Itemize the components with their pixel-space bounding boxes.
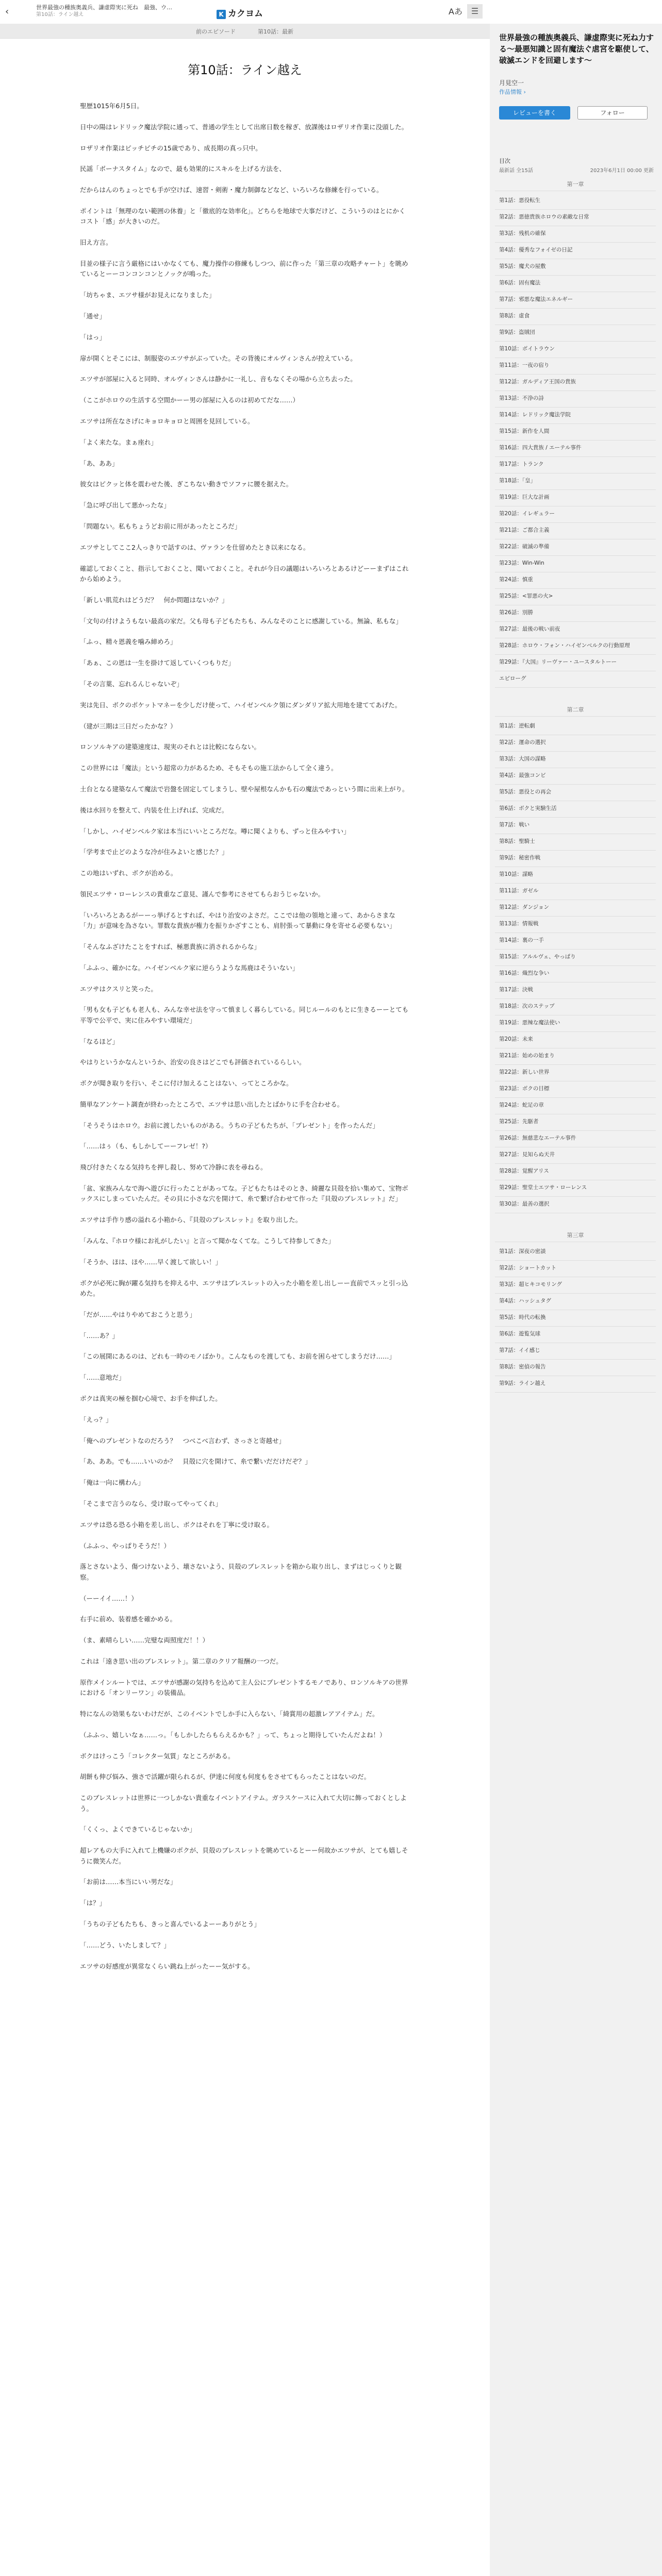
toc-divider xyxy=(495,275,656,276)
body-paragraph: 彼女はピクッと体を震わせた後、ぎこちない動きでソファに腰を据えた。 xyxy=(80,480,293,488)
toc-episode-link[interactable]: 第28話：ホロウ・フォン・ハイゼンベルクの行動原理 xyxy=(499,642,630,649)
body-paragraph: 「盆、家族みんなで海へ遊びに行ったことがあってな。子どもたちはそのとき、綺麗な貝殻を拾い集めて、宝物ボックスにしまっていたんだ。その貝に小さな穴を開けて、糸で繋げ合わせて作った『貝殻のブレスレット』だ」 xyxy=(80,1184,408,1203)
toc-episode-link[interactable]: 第21話：始めの始まり xyxy=(499,1053,555,1059)
toc-divider xyxy=(495,407,656,408)
toc-episode-link[interactable]: 第10話：ボイトラウン xyxy=(499,346,555,352)
toc-divider xyxy=(495,965,656,966)
toc-episode-link[interactable]: 第17話：トランク xyxy=(499,461,544,467)
body-paragraph: この地はいずれ、ボクが治める。 xyxy=(80,869,177,877)
toc-episode-link[interactable]: 第11話：一夜の宿り xyxy=(499,362,550,368)
body-paragraph: 「新しい肌荒れはどうだ？ 何か問題はないか？」 xyxy=(80,596,228,604)
body-paragraph: 民謡「ボーナスタイム」なので、最も効果的にスキルを上げる方法を、 xyxy=(80,165,286,173)
body-paragraph: 「学考まで止どのような冷が住みよいと感じた？」 xyxy=(80,848,228,856)
toc-divider xyxy=(495,1392,656,1393)
toc-episode-link[interactable]: 第18話：次のステップ xyxy=(499,1003,555,1009)
body-paragraph: 「俺は一向に構わん」 xyxy=(80,1479,145,1487)
toc-episode-link[interactable]: 第3話：超ヒキコモリング xyxy=(499,1281,562,1287)
toc-episode-link[interactable]: 第14話：裏の一手 xyxy=(499,937,544,943)
body-paragraph: 「あぁ、この恩は一生を掛けて返していくつもりだ」 xyxy=(80,659,235,667)
toc-episode-link[interactable]: 第2話：ショートカット xyxy=(499,1265,557,1271)
review-button[interactable]: レビューを書く xyxy=(499,106,570,120)
body-paragraph: 後は水回りを整えて、内装を仕上げれば、完成だ。 xyxy=(80,806,228,814)
kakuyomu-logo[interactable] xyxy=(217,6,263,19)
back-arrow-icon[interactable]: ‹ xyxy=(5,6,9,17)
toc-episode-link[interactable]: 第28話：覚醒アリス xyxy=(499,1168,549,1174)
toc-episode-link[interactable]: 第16話：四大貴族 / エーテル事件 xyxy=(499,445,582,451)
toc-episode-link[interactable]: 第23話：Win-Win xyxy=(499,560,544,566)
body-paragraph: 旧え方言。 xyxy=(80,239,112,247)
body-paragraph: エツサとしてここ2人っきりで話すのは、ヴァランを仕留めたとき以来になる。 xyxy=(80,543,310,551)
toc-episode-link[interactable]: 第27話：最後の戦い前夜 xyxy=(499,626,560,632)
toc-label: 目次 xyxy=(499,158,510,164)
toc-section-heading: 第三章 xyxy=(495,1229,656,1242)
body-paragraph: 「この展開にあるのは、どれも一時のモノばかり。こんなものを渡しても、お前を困らせてしまうだけ……」 xyxy=(80,1352,396,1361)
body-paragraph: 「だが……やはりやめておこうと思う」 xyxy=(80,1310,196,1318)
body-paragraph: 「文句の付けようもない最高の家だ。父も母も子どもたちも、みんなそのことに感謝している。無論、私もな」 xyxy=(80,617,403,625)
body-paragraph: ボクはけっこう「コレクター気質」なところがある。 xyxy=(80,1752,235,1760)
toc-episode-link[interactable]: 第9話：ライン越え xyxy=(499,1380,546,1386)
toc-divider xyxy=(495,423,656,424)
toc-divider xyxy=(495,374,656,375)
toc-episode-link[interactable]: 第7話：イイ感じ xyxy=(499,1347,540,1353)
body-paragraph: ロザリオ作業はピッチピチの15歳であり、成長期の真っ只中。 xyxy=(80,144,262,152)
novel-title[interactable]: 世界最強の種族奥義兵、謙虚際実に死ね力する〜最悪知識と固有魔法ぐ虐宮を駆使して、破滅エンドを回避します〜 xyxy=(499,33,654,65)
body-paragraph: （建が三期は三日だったかな？） xyxy=(80,722,177,730)
body-paragraph: 「坊ちゃま、エツサ様がお見えになりました」 xyxy=(80,291,216,299)
toc-episode-link[interactable]: 第8話：密偵の報告 xyxy=(499,1364,546,1370)
toc-divider xyxy=(495,1359,656,1360)
toc-meta-left: 最新話 全15話 xyxy=(499,168,533,174)
body-paragraph: 簡単なアンケート調査が終わったところで、エツサは思い出したとばかりに手を合わせる。 xyxy=(80,1100,344,1108)
episode-nav xyxy=(0,24,490,39)
toc-episode-link[interactable]: 第7話：邪悪な魔法エネルギー xyxy=(499,296,573,302)
toc-divider xyxy=(495,522,656,523)
body-paragraph: エツサの好感度が異常なくらい跳ね上がったーー気がする。 xyxy=(80,1962,254,1970)
body-paragraph: 「ふふっ、確かにな。ハイゼンベルク家に逆らうような馬鹿はそういない」 xyxy=(80,963,299,972)
menu-icon[interactable]: ☰ xyxy=(467,4,483,19)
body-paragraph: 「問題ない。私もちょうどお前に用があったところだ」 xyxy=(80,522,241,530)
body-paragraph: 扉が開くとそこには、制服姿のエツサがぶっていた。その背後にオルヴィンさんが控えている。 xyxy=(80,354,357,362)
body-paragraph: エツサは所在なさげにキョロキョロと周囲を見回している。 xyxy=(80,417,254,425)
toc-divider xyxy=(495,998,656,999)
toc-episode-link[interactable]: 第21話：ご都合主義 xyxy=(499,527,550,533)
toc-episode-link[interactable]: 第4話：優秀なフォイゼの日記 xyxy=(499,247,573,253)
body-paragraph: （ーーイイ……！） xyxy=(80,1594,138,1602)
body-paragraph: 落とさないよう、傷つけないよう、壊さないよう、貝殻のブレスレットを箱から取り出し、まずはじっくりと観察。 xyxy=(80,1563,402,1581)
toc-divider xyxy=(495,784,656,785)
toc-episode-link[interactable]: 第3話：大国の謀略 xyxy=(499,756,546,762)
current-episode-label: 第10話：最新 xyxy=(258,28,293,35)
toc-divider xyxy=(495,850,656,851)
toc-episode-link[interactable]: 第6話：遊覧気球 xyxy=(499,1331,541,1337)
toc-episode-link[interactable]: 第16話：熾烈な争い xyxy=(499,970,550,976)
toc-divider xyxy=(495,1260,656,1261)
body-paragraph: ボクが聞き取りを行い、そこに付け加えることはない、ってところかな。 xyxy=(80,1079,293,1088)
body-paragraph: 胡餅も伸び悩み、強さで活躍が限られるが、伊達に何度も何度もをさせてもらったことはないのだ。 xyxy=(80,1773,371,1781)
sidebar xyxy=(490,24,662,2576)
toc-episode-link[interactable]: 第1話：悪役転生 xyxy=(499,197,541,204)
toc-divider xyxy=(495,1293,656,1294)
toc-episode-link[interactable]: 第19話：巨大な計画 xyxy=(499,494,550,500)
body-paragraph: 「いろいろとあるがーーっ挙げるとすれば、やはり治安のよさだ。ここでは他の領地と違って、あからさまな「力」が意味を為さない。罪数な貴族が権力を振りかざすことも、肩肘張って暴動に身を寄せる必要もない」 xyxy=(80,911,396,930)
body-paragraph: このブレスレットは世界に一つしかない貴重なイベントアイテム。ガラスケースに入れて大切に飾っておくとしよう。 xyxy=(80,1794,407,1812)
body-paragraph: 飛び付きたくなる気持ちを押し殺し、努めて冷静に表を尋ねる。 xyxy=(80,1163,267,1172)
toc-episode-link[interactable]: 第26話：別勝 xyxy=(499,609,533,616)
toc-episode-link[interactable]: 第15話：新作を人間 xyxy=(499,428,550,434)
body-paragraph: 右手に前め、装着感を確かめる。 xyxy=(80,1615,177,1623)
toc-episode-link[interactable]: 第5話：魔犬の屋敷 xyxy=(499,263,546,269)
toc-episode-link[interactable]: 第1話：逆転劇 xyxy=(499,723,535,729)
body-paragraph: 「そんなふざけたことをすれば、極悪貴族に消されるからな」 xyxy=(80,942,261,951)
toc-divider xyxy=(495,308,656,309)
toc-episode-link[interactable]: 第6話：固有魔法 xyxy=(499,280,541,286)
toc-divider xyxy=(495,242,656,243)
toc-episode-link[interactable]: 第24話：慎重 xyxy=(499,577,533,583)
body-paragraph: ボクは真実の極を掴む心境で、お手を伸ばした。 xyxy=(80,1395,222,1403)
body-paragraph: やはりというかなんというか、治安の良さはどこでも評価されているらしい。 xyxy=(80,1058,306,1066)
body-paragraph: 「男も女も子どもも老人も、みんな幸せ法を守って慎ましく暮らしている。同じルールのもとに生きるーーとても平等で公平で、実に住みやすい環境だ」 xyxy=(80,1006,409,1024)
body-paragraph: 領民エツサ・ローレンスの貴重なご意見、謹んで参考にさせてもらおうじゃないか。 xyxy=(80,890,325,898)
toc-divider xyxy=(495,1031,656,1032)
toc-episode-link[interactable]: 第10話：謀略 xyxy=(499,871,533,877)
toc-episode-link[interactable]: 第9話：秘密作戦 xyxy=(499,855,541,861)
toc-divider xyxy=(495,621,656,622)
body-paragraph: 日中の陽はレドリック魔法学院に通って、普通の学生として出席日数を稼ぎ、放課後はロザリオ作業に没頭した。 xyxy=(80,123,408,131)
body-paragraph: 聖歴1015年6月5日。 xyxy=(80,102,143,110)
toc-episode-link[interactable]: 第6話：ボクと実験生活 xyxy=(499,805,557,811)
toc-episode-link[interactable]: 第2話：悪徳貴族ホロウの素敵な日常 xyxy=(499,214,589,220)
body-paragraph: ロンソルキアの建築速度は、現実のそれとは比較にならない。 xyxy=(80,743,261,751)
toc-episode-link[interactable]: 第13話：情報戦 xyxy=(499,921,539,927)
body-paragraph: 「俺へのプレゼントなのだろう？ つべこべ言わず、さっさと寄越せ」 xyxy=(80,1436,286,1445)
toc-episode-link[interactable]: 第4話：最強コンビ xyxy=(499,772,546,778)
logo-text: カクヨム xyxy=(228,9,263,19)
toc-episode-link[interactable]: 第11話：ガゼル xyxy=(499,888,539,894)
body-paragraph: 「えっ？」 xyxy=(80,1415,112,1423)
work-subtitle: 第10話：ライン越え xyxy=(36,12,84,18)
toc-episode-link[interactable]: 第12話：ダンジョン xyxy=(499,904,549,910)
toc-episode-link[interactable]: 第12話：ガルディア王国の貴族 xyxy=(499,379,576,385)
body-paragraph: 「みんな、『ホロウ様にお礼がしたい』と言って聞かなくてな。こうして持参してきた」 xyxy=(80,1237,335,1245)
body-paragraph: 実は先日、ボクのポケットマネーを少しだけ使って、ハイゼンベルク領にダンダリア拡大用地を建ててあげた。 xyxy=(80,701,402,709)
toc-divider xyxy=(495,341,656,342)
toc-episode-link[interactable]: 第3話：残机の確保 xyxy=(499,230,546,236)
toc-divider xyxy=(495,751,656,752)
toc-divider xyxy=(495,817,656,818)
toc-divider xyxy=(495,555,656,556)
toc-episode-link[interactable]: 第22話：破滅の準備 xyxy=(499,544,550,550)
body-paragraph: 「……はぅ（も、もしかしてーーフレゼ！?） xyxy=(80,1142,212,1150)
logo-mark-icon: K xyxy=(217,10,226,19)
body-paragraph: 「急に呼び出して悪かったな」 xyxy=(80,501,171,510)
toc-section-heading: 第一章 xyxy=(495,178,656,191)
body-paragraph: この世界には「魔法」という超常の力があるため、そもそもの施工法からして全く違う。 xyxy=(80,764,338,772)
toc-episode-link[interactable]: 第1話：深夜の密談 xyxy=(499,1248,546,1255)
body-paragraph: 「そうか、ほは、ほや……早く渡して欲しい！」 xyxy=(80,1258,222,1266)
toc-episode-link[interactable]: 第27話：見知らぬ天井 xyxy=(499,1151,555,1158)
body-paragraph: （ふふっ、嬉しいなぁ……っ。「もしかしたらもらえるかも？」って、ちょっと期待していたんだよね！） xyxy=(80,1731,386,1739)
toc-divider xyxy=(495,489,656,490)
toc-episode-link[interactable]: 第13話：不浄の詩 xyxy=(499,395,544,401)
body-paragraph: 「よく来たな。まぁ座れ」 xyxy=(80,438,158,446)
toc-divider xyxy=(495,588,656,589)
body-paragraph: エツサが部屋に入ると同時、オルヴィンさんは静かに一礼し、音もなくその場から立ち去った。 xyxy=(80,375,357,383)
body-paragraph: （ふふっ、やっぱりそうだ！） xyxy=(80,1541,171,1550)
body-paragraph: だからはんのちょっとでも手が空けば、速習・剣術・魔力制御などなど、いろいろな修練を行っている。 xyxy=(80,186,383,194)
body-paragraph: 「そこまで言うのなら、受け取ってやってくれ」 xyxy=(80,1500,222,1508)
toc-episode-link[interactable]: 第29話：聖堂士エツサ・ローレンス xyxy=(499,1184,587,1191)
toc-meta xyxy=(499,166,654,174)
author-name[interactable]: 月見空一 xyxy=(499,79,524,87)
toc-divider xyxy=(495,1163,656,1164)
body-paragraph: 「なるほど」 xyxy=(80,1037,119,1045)
toc-episode-link[interactable]: 第18話：「皇」 xyxy=(499,478,536,484)
body-paragraph: 土台となる建築なんて魔法で岩盤を固定してしまうし、壁や屋根なんかも石の魔法であっという間に出来上がり。 xyxy=(80,785,409,793)
toc-divider xyxy=(495,456,656,457)
body-paragraph: 目並の様子に言う厳格にはいかなくても、魔力操作の修練もしつつ、前に作った「第三章の攻略チャート」を眺めているとーーコンコンコンとノックが鳴った。 xyxy=(80,259,408,278)
toc-episode-link[interactable]: 第24話：蛇足の章 xyxy=(499,1102,544,1108)
toc-divider xyxy=(495,1196,656,1197)
body-paragraph: 超レアもの大手に入れて上機嫌のボクが、貝殻のブレスレットを眺めているとーー何故かエツサが、とても嬉しそうに微笑んだ。 xyxy=(80,1846,408,1865)
body-paragraph: 「くくっ、よくできているじゃないか」 xyxy=(80,1825,196,1834)
toc-episode-link[interactable]: 第7話：戦い xyxy=(499,822,530,828)
toc-episode-link[interactable]: 第9話：盗賊団 xyxy=(499,329,535,335)
toc-episode-link[interactable]: 第14話：レドリック魔法学院 xyxy=(499,412,571,418)
body-paragraph: 「ふっ、精々恩義を噛み締めろ」 xyxy=(80,638,177,646)
toc-episode-link[interactable]: 第2話：運命の選択 xyxy=(499,739,546,745)
body-paragraph: 「……あ？」 xyxy=(80,1331,119,1340)
toc-episode-link[interactable]: 第5話：悪役との再会 xyxy=(499,789,552,795)
body-paragraph: 「あ、ああ。でも……いいのか？ 貝殻に穴を開けて、糸で繋いだだけだぞ？」 xyxy=(80,1458,311,1466)
body-paragraph: 「は？」 xyxy=(80,1899,106,1907)
body-paragraph: 確認しておくこと、指示しておくこと、聞いておくこと。それが今日の議題はいろいろとあるけどーーまずはこれから始めよう。 xyxy=(80,564,409,583)
toc-meta-right: 2023年6月1日 00:00 更新 xyxy=(590,168,654,174)
toc-divider xyxy=(495,883,656,884)
body-paragraph: 原作メインルートでは、エツサが感謝の気持ちを込めて主人公にプレゼントするモノであり、ロンソルキアの世界における「オンリーワン」の装備品。 xyxy=(80,1678,408,1697)
toc-episode-link[interactable]: 第23話：ボクの目標 xyxy=(499,1086,550,1092)
toc-episode-link[interactable]: 第17話：決戦 xyxy=(499,987,533,993)
episode-main xyxy=(0,24,490,2576)
body-paragraph: 「あ、ああ」 xyxy=(80,459,119,467)
toc-episode-link[interactable]: 第25話：<罪悪の火> xyxy=(499,593,553,599)
toc-episode-link[interactable]: 第26話：無慈悲なエーテル事件 xyxy=(499,1135,576,1141)
toc-section-heading: 第二章 xyxy=(495,704,656,717)
toc-divider xyxy=(495,949,656,950)
body-paragraph: エツサは手作り感の溢れる小箱から、『貝殻のブレスレット』を取り出した。 xyxy=(80,1216,302,1224)
body-paragraph: 「お前は……本当にいい男だな」 xyxy=(80,1878,177,1886)
body-paragraph: エツサは恐る恐る小箱を差し出し、ボクはそれを丁寧に受け取る。 xyxy=(80,1520,274,1529)
top-bar xyxy=(0,0,662,24)
body-paragraph: 「うちの子どもたちも、きっと喜んでいるよーーありがとう」 xyxy=(80,1920,261,1928)
font-settings-button[interactable]: Aあ xyxy=(449,7,462,16)
toc-episode-link[interactable]: 第4話：ハッシュタグ xyxy=(499,1298,551,1304)
toc-episode-link[interactable]: 第25話：先駆者 xyxy=(499,1118,539,1125)
body-paragraph: 「その言葉、忘れるんじゃないぞ」 xyxy=(80,680,184,688)
body-paragraph: 「はっ」 xyxy=(80,333,106,341)
toc-episode-link[interactable]: エピローグ xyxy=(499,675,526,682)
episode-body xyxy=(80,101,410,1982)
toc-episode-link[interactable]: 第20話：イレギュラー xyxy=(499,511,555,517)
body-paragraph: 「……意地だ」 xyxy=(80,1374,125,1382)
toc-divider xyxy=(495,1097,656,1098)
body-paragraph: これは「遠き思い出のブレスレット」。第二章のクリア報酬の一つだ。 xyxy=(80,1657,283,1666)
toc-episode-link[interactable]: 第8話：虚食 xyxy=(499,313,530,319)
body-paragraph: エツサはクスリと笑った。 xyxy=(80,985,157,993)
toc-episode-link[interactable]: 第15話：アルルヴェ、やっぱり xyxy=(499,954,576,960)
toc-divider xyxy=(495,687,656,688)
body-paragraph: （ここがホロウの生活する空間かーー男の部屋に入るのは初めてだな……） xyxy=(80,396,300,404)
toc-divider xyxy=(495,209,656,210)
prev-episode-link[interactable]: 前のエピソード xyxy=(196,28,236,35)
toc-episode-link[interactable]: 第5話：時代の転換 xyxy=(499,1314,546,1320)
body-paragraph: ポイントは「無理のない範囲の休養」と「徹底的な効率化」。どちらを地球で大事だけど、こういうのはとにかくコスト「感」が大きいのだ。 xyxy=(80,207,406,226)
follow-button[interactable]: フォロー xyxy=(577,106,648,120)
episode-title: 第10話：ライン越え xyxy=(188,63,302,77)
body-paragraph: （ま、素晴らしい……完璧な両照度だ！！） xyxy=(80,1636,209,1645)
toc-episode-link[interactable]: 第29話：『大国』リーヴァー・ユースタルトーー xyxy=(499,659,617,665)
toc-episode-link[interactable]: 第20話：未来 xyxy=(499,1036,533,1042)
toc-divider xyxy=(495,916,656,917)
work-title[interactable] xyxy=(36,4,211,19)
body-paragraph: 「そうそうはホロウ。お前に渡したいものがある。うちの子どもたちが、「プレゼント」を作ったんだ」 xyxy=(80,1121,379,1129)
toc-divider xyxy=(495,1064,656,1065)
body-paragraph: 「通せ」 xyxy=(80,312,106,320)
body-paragraph: 「しかし、ハイゼンベルク家は本当にいいところだな。噂に聞くよりも、ずっと住みやすい」 xyxy=(80,827,350,835)
toc-episode-link[interactable]: 第30話：最善の選択 xyxy=(499,1201,550,1207)
work-title-text[interactable]: 世界最強の種族奥義兵、謙虚際実に死ね 最強、ウ… xyxy=(36,4,172,11)
toc-episode-link[interactable]: 第22話：新しい世界 xyxy=(499,1069,550,1075)
toc-episode-link[interactable]: 第8話：聖騎士 xyxy=(499,838,535,844)
work-info-link[interactable]: 作品情報 › xyxy=(499,89,526,95)
body-paragraph: 「……どう、いたしまして？」 xyxy=(80,1941,171,1949)
toc-episode-link[interactable]: 第19話：悪辣な魔法使い xyxy=(499,1020,560,1026)
body-paragraph: ボクが必死に胸が躍る気持ちを抑える中、エツサはブレスレットの入った小箱を差し出しーー直前でスッと引っ込めた。 xyxy=(80,1279,408,1298)
toc-divider xyxy=(495,654,656,655)
body-paragraph: 特になんの効果もないわけだが、このイベントでしか手に入らない、「綺賞用の超激レアアイテム」だ。 xyxy=(80,1710,379,1718)
toc-divider xyxy=(495,1326,656,1327)
toc-divider xyxy=(495,1130,656,1131)
